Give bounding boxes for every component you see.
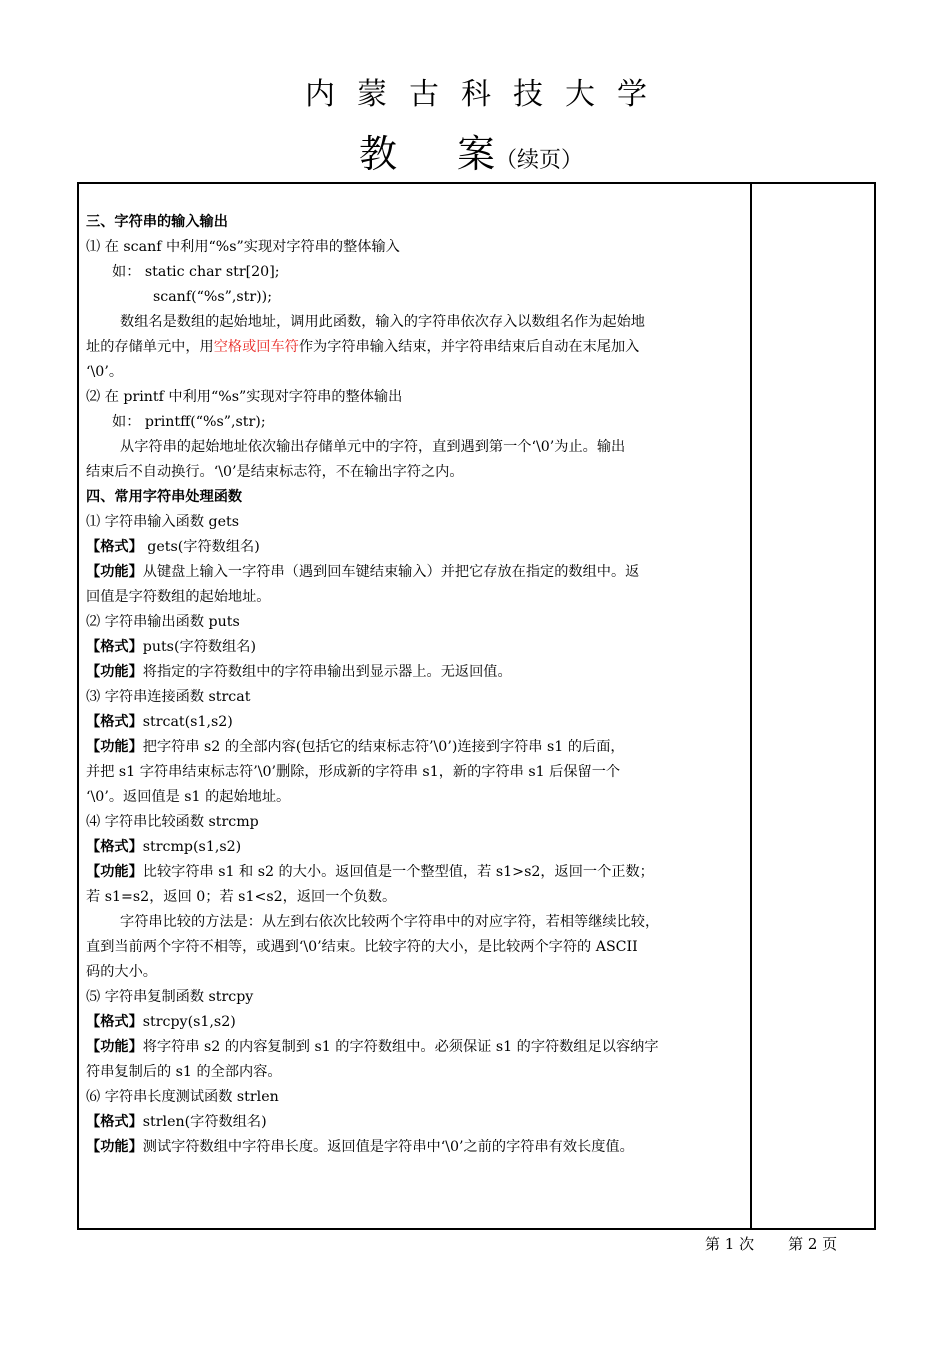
text-span: 址的存储单元中，用 xyxy=(86,339,214,355)
subsection-heading: ⑹ 字符串长度测试函数 strlen xyxy=(86,1089,279,1105)
code-example: scanf(“%s”,str)); xyxy=(153,289,273,305)
paragraph-line: 结束后不自动换行。‘\0’是结束标志符，不在输出字符之内。 xyxy=(86,464,464,480)
page-number: 第 2 页 xyxy=(788,1235,838,1253)
function-label: 【功能】 xyxy=(86,564,143,580)
function-text: 将指定的字符数组中的字符串输出到显示器上。无返回值。 xyxy=(142,664,512,680)
function-line xyxy=(86,1135,748,1160)
paragraph-line: 码的大小。 xyxy=(86,964,157,980)
lesson-content xyxy=(86,210,748,1160)
function-label: 【功能】 xyxy=(86,664,143,680)
paragraph-line: 符串复制后的 s1 的全部内容。 xyxy=(86,1064,282,1080)
format-text: strcat(s1,s2) xyxy=(142,714,233,730)
subsection-heading: ⑸ 字符串复制函数 strcpy xyxy=(86,989,254,1005)
paragraph-line: 直到当前两个字符不相等，或遇到‘\0’结束。比较字符的大小，是比较两个字符的 ASCII xyxy=(86,939,638,955)
page-footer xyxy=(705,1233,837,1255)
format-text: strcmp(s1,s2) xyxy=(142,839,242,855)
function-text: 将字符串 s2 的内容复制到 s1 的字符数组中。必须保证 s1 的字符数组足以容纳字 xyxy=(142,1039,659,1055)
paragraph-line: 字符串比较的方法是：从左到右依次比较两个字符串中的对应字符，若相等继续比较， xyxy=(120,914,660,930)
paragraph-line: 回值是字符数组的起始地址。 xyxy=(86,589,271,605)
function-line xyxy=(86,1035,748,1060)
format-text: strlen(字符数组名) xyxy=(142,1114,267,1130)
format-line xyxy=(86,535,748,560)
format-label: 【格式】 xyxy=(86,839,143,855)
paragraph-line xyxy=(86,335,748,360)
format-line xyxy=(86,1110,748,1135)
paragraph-line: 若 s1=s2，返回 0；若 s1<s2，返回一个负数。 xyxy=(86,889,397,905)
section-heading: 四、常用字符串处理函数 xyxy=(86,489,243,505)
function-label: 【功能】 xyxy=(86,864,143,880)
format-label: 【格式】 xyxy=(86,714,143,730)
format-text: puts(字符数组名) xyxy=(142,639,256,655)
column-divider xyxy=(750,183,752,1228)
code-example: 如： static char str[20]; xyxy=(112,264,280,280)
function-label: 【功能】 xyxy=(86,1139,143,1155)
paragraph-line: 并把 s1 字符串结束标志符’\0’删除，形成新的字符串 s1，新的字符串 s1 后保留一个 xyxy=(86,764,621,780)
format-line xyxy=(86,710,748,735)
function-text: 比较字符串 s1 和 s2 的大小。返回值是一个整型值，若 s1>s2，返回一个正数； xyxy=(142,864,654,880)
function-text: 把字符串 s2 的全部内容(包括它的结束标志符’\0’)连接到字符串 s1 的后面， xyxy=(142,739,625,755)
format-line xyxy=(86,1010,748,1035)
text-span: 作为字符串输入结束，并字符串结束后自动在末尾加入 xyxy=(298,339,640,355)
subsection-heading: ⑴ 字符串输入函数 gets xyxy=(86,514,239,530)
format-text: gets(字符数组名) xyxy=(142,539,260,555)
subsection-heading: ⑴ 在 scanf 中利用“%s”实现对字符串的整体输入 xyxy=(86,239,400,255)
format-label: 【格式】 xyxy=(86,1114,143,1130)
format-text: strcpy(s1,s2) xyxy=(142,1014,236,1030)
subsection-heading: ⑵ 字符串输出函数 puts xyxy=(86,614,240,630)
paragraph-line: 数组名是数组的起始地址，调用此函数，输入的字符串依次存入以数组名作为起始地 xyxy=(120,314,645,330)
doc-type-char-1: 教 xyxy=(359,132,398,176)
function-label: 【功能】 xyxy=(86,739,143,755)
format-line xyxy=(86,635,748,660)
university-title: 内蒙古科技大学 xyxy=(305,77,669,112)
doc-type-char-2: 案 xyxy=(457,132,496,176)
highlighted-text: 空格或回车符 xyxy=(213,339,299,355)
function-text: 从键盘上输入一字符串（遇到回车键结束输入）并把它存放在指定的数组中。返 xyxy=(142,564,640,580)
format-label: 【格式】 xyxy=(86,639,143,655)
continued-label: （续页） xyxy=(495,148,584,173)
function-line xyxy=(86,560,748,585)
paragraph-line: ‘\0’。 xyxy=(86,364,124,380)
section-heading: 三、字符串的输入输出 xyxy=(86,214,228,230)
paragraph-line: ‘\0’。返回值是 s1 的起始地址。 xyxy=(86,789,291,805)
function-line xyxy=(86,860,748,885)
function-line xyxy=(86,660,748,685)
format-label: 【格式】 xyxy=(86,1014,143,1030)
subsection-heading: ⑵ 在 printf 中利用“%s”实现对字符串的整体输出 xyxy=(86,389,403,405)
code-example: 如： printff(“%s”,str); xyxy=(112,414,266,430)
function-text: 测试字符数组中字符串长度。返回值是字符串中‘\0’之前的字符串有效长度值。 xyxy=(142,1139,634,1155)
format-line xyxy=(86,835,748,860)
format-label: 【格式】 xyxy=(86,539,143,555)
doc-type-title xyxy=(359,128,583,188)
paragraph-line: 从字符串的起始地址依次输出存储单元中的字符，直到遇到第一个‘\0’为止。输出 xyxy=(120,439,626,455)
subsection-heading: ⑶ 字符串连接函数 strcat xyxy=(86,689,251,705)
function-line xyxy=(86,735,748,760)
function-label: 【功能】 xyxy=(86,1039,143,1055)
lesson-number: 第 1 次 xyxy=(705,1235,755,1253)
subsection-heading: ⑷ 字符串比较函数 strcmp xyxy=(86,814,259,830)
